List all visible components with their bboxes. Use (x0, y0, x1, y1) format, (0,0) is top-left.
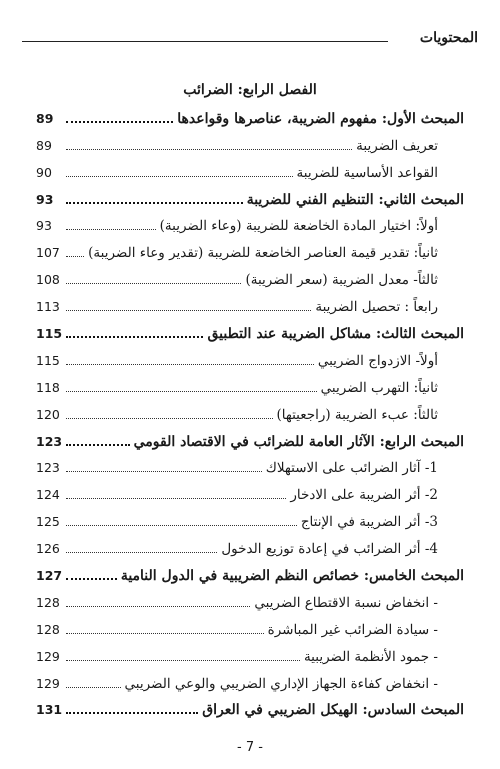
toc-entry-title: المبحث الخامس: خصائص النظم الضريبية في الدول النامية (120, 568, 464, 585)
dot-leader (66, 712, 198, 714)
toc-entry-title: المبحث الأول: مفهوم الضريبة، عناصرها وقواعدها (177, 110, 464, 127)
toc-page-number: 123 (36, 460, 60, 476)
toc-page-number: 124 (36, 487, 60, 503)
dot-leader (66, 283, 241, 284)
toc-page-number: 126 (36, 541, 60, 557)
toc-section-entry (36, 183, 464, 210)
dot-leader (66, 229, 156, 230)
toc-page-number: 93 (36, 218, 52, 234)
toc-entry-title: 3- أثر الضريبة في الإنتاج (300, 514, 438, 531)
dot-leader (66, 121, 173, 123)
toc-page-number: 118 (36, 379, 60, 395)
toc-page-number: 129 (36, 675, 60, 691)
dot-leader (66, 552, 217, 553)
toc-page-number: 128 (36, 594, 60, 610)
toc-subentry (36, 667, 464, 694)
toc-entry-title: - انخفاض نسبة الاقتطاع الضريبي (254, 594, 438, 611)
toc-page-number: 127 (36, 568, 63, 584)
toc-page-number: 89 (36, 110, 54, 126)
toc-subentry (36, 613, 464, 640)
toc-entry-title: - جمود الأنظمة الضريبية (303, 648, 438, 665)
toc-page-number: 93 (36, 191, 54, 207)
dot-leader (66, 176, 293, 177)
dot-leader (66, 606, 250, 607)
toc-entry-title: القواعد الأساسية للضريبة (296, 164, 438, 181)
toc-subentry (36, 371, 464, 398)
toc-entry-title: المبحث الرابع: الآثار العامة للضرائب في الاقتصاد القومي (133, 433, 464, 450)
dot-leader (66, 471, 262, 472)
dot-leader (66, 256, 84, 257)
toc-section-entry (36, 317, 464, 344)
toc-page-number: 115 (36, 326, 63, 342)
toc-entry-title: أولاً- الازدواج الضريبي (317, 352, 438, 369)
dot-leader (66, 525, 297, 526)
toc-entry-title: - سيادة الضرائب غير المباشرة (267, 621, 438, 638)
toc-subentry (36, 398, 464, 425)
toc-subentry (36, 452, 464, 479)
toc-entry-title: - انخفاض كفاءة الجهاز الإداري الضريبي والوعي الضريبي (124, 675, 438, 692)
dot-leader (66, 660, 300, 661)
toc-entry-title: رابعاً : تحصيل الضريبة (315, 299, 438, 316)
running-header (22, 30, 478, 52)
toc-subentry (36, 290, 464, 317)
toc-page-number: 89 (36, 137, 52, 153)
toc-subentry (36, 156, 464, 183)
dot-leader (66, 578, 117, 580)
toc-section-entry (36, 559, 464, 586)
toc-page-number: 120 (36, 406, 60, 422)
toc-entry-title: 2- أثر الضريبة على الادخار (290, 487, 438, 504)
toc-subentry (36, 236, 464, 263)
toc-subentry (36, 532, 464, 559)
dot-leader (66, 418, 273, 419)
page-number: - 7 - (237, 740, 263, 755)
dot-leader (66, 202, 243, 204)
toc-entry-title: 4- أثر الضرائب في إعادة توزيع الدخول (221, 541, 438, 558)
header-rule (22, 41, 388, 42)
toc-page-number: 113 (36, 299, 60, 315)
toc-page-number: 131 (36, 702, 63, 718)
toc-entry-title: تعريف الضريبة (356, 137, 438, 154)
chapter-title: الفصل الرابع: الضرائب (183, 82, 317, 98)
dot-leader (66, 336, 203, 338)
toc-page-number: 129 (36, 648, 60, 664)
toc-entry-title: 1- آثار الضرائب على الاستهلاك (265, 460, 438, 477)
toc-subentry (36, 210, 464, 237)
toc-entry-title: ثالثاً: عبء الضريبة (راجعيتها) (276, 406, 438, 423)
toc-page-number: 128 (36, 621, 60, 637)
dot-leader (66, 364, 314, 365)
dot-leader (66, 149, 352, 150)
toc-page-number: 125 (36, 514, 60, 530)
toc-entry-title: أولاً: اختيار المادة الخاضعة للضريبة (وعاء الضريبة) (159, 218, 438, 235)
toc-page-number: 115 (36, 352, 60, 368)
toc-subentry (36, 344, 464, 371)
toc-section-entry (36, 694, 464, 721)
dot-leader (66, 498, 286, 499)
toc-entry-title: ثالثاً- معدل الضريبة (سعر الضريبة) (245, 272, 438, 289)
toc-subentry (36, 586, 464, 613)
toc-section-entry (36, 425, 464, 452)
toc-entry-title: ثانياً: تقدير قيمة العناصر الخاضعة للضريبة (تقدير وعاء الضريبة) (88, 245, 438, 262)
toc-page-number: 90 (36, 164, 52, 180)
table-of-contents (36, 102, 464, 720)
toc-subentry (36, 505, 464, 532)
header-title: المحتويات (419, 30, 478, 46)
dot-leader (66, 633, 264, 634)
toc-page-number: 107 (36, 245, 60, 261)
toc-page-number: 108 (36, 272, 60, 288)
dot-leader (66, 310, 311, 311)
toc-subentry (36, 640, 464, 667)
toc-subentry (36, 478, 464, 505)
dot-leader (66, 687, 121, 688)
toc-page-number: 123 (36, 433, 63, 449)
toc-entry-title: ثانياً: التهرب الضريبي (320, 379, 438, 396)
toc-subentry (36, 129, 464, 156)
toc-section-entry (36, 102, 464, 129)
dot-leader (66, 444, 130, 446)
toc-entry-title: المبحث الثاني: التنظيم الفني للضريبة (246, 191, 464, 208)
dot-leader (66, 391, 317, 392)
toc-subentry (36, 263, 464, 290)
toc-entry-title: المبحث الثالث: مشاكل الضريبة عند التطبيق (207, 326, 464, 343)
toc-entry-title: المبحث السادس: الهيكل الضريبي في العراق (202, 702, 464, 719)
